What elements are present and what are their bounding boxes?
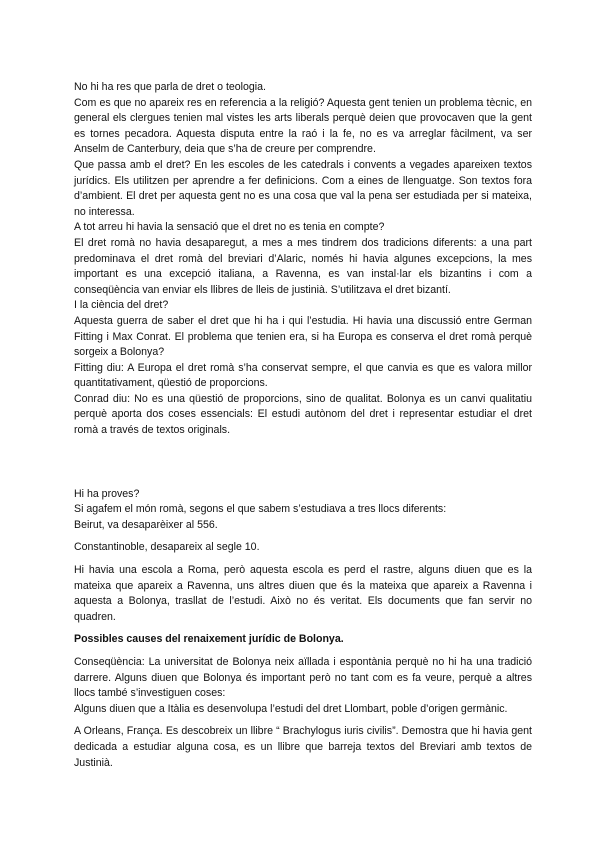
paragraph-consequencia: Conseqüència: La universitat de Bolonya neix aïllada i espontània perquè no hi ha una tradició darrere. Alguns diuen que Bolonya és important però no tant com es fa veure, perquè a altres llocs també s’investiguen coses: — [74, 656, 532, 700]
paragraph-italia: Alguns diuen que a Itàlia es desenvolupa l’estudi del dret Llombart, poble d’origen germànic. — [74, 702, 508, 715]
paragraph-mon-roma: Si agafem el món romà, segons el que sabem s’estudiava a tres llocs diferents: — [74, 503, 447, 516]
paragraph-question-arreu: A tot arreu hi havia la sensació que el dret no es tenia en compte? — [74, 221, 385, 234]
paragraph-question-ciencia: I la ciència del dret? — [74, 299, 169, 312]
paragraph-religion: Com es que no apareix res en referencia a la religió? Aquesta gent tenien un problema tècnic, en general els clergues tenien mal vistes les arts liberals perquè deien que provocaven que la gent es tornes pecadora. Aquesta disputa entre la raó i la fe, no es va arreglar fàcilment, va ser Anselm de Canterbury, deia que s’ha de creure per comprendre. — [74, 96, 532, 156]
document-page — [74, 80, 532, 771]
paragraph-dret-roma: El dret romà no havia desaparegut, a mes a mes tindrem dos tradicions diferents: a una part predominava el dret romà del breviari d’Alaric, només hi havia algunes excepcions, la mes important es una excepció italiana, a Ravenna, es van instal·lar els bizantins i com a conseqüència van enviar els llibres de lleis de justinià. S’utilitzava el dret bizantí. — [74, 236, 532, 296]
paragraph-constantinoble: Constantinoble, desapareix al segle 10. — [74, 541, 260, 554]
paragraph-guerra: Aquesta guerra de saber el dret que hi ha i qui l’estudia. Hi havia una discussió entre German Fitting i Max Conrat. El problema que tenien era, si ha Europa es conserva el dret romà perquè sorgeix a Bolonya? — [74, 314, 532, 359]
paragraph-fitting: Fitting diu: A Europa el dret romà s’ha conservat sempre, el que canvia es que es valora millor quantitativament, qüestió de proporcions. — [74, 361, 532, 390]
paragraph-question-proves: Hi ha proves? — [74, 487, 140, 500]
paragraph-beirut: Beirut, va desaparèixer al 556. — [74, 518, 218, 531]
paragraph-intro: No hi ha res que parla de dret o teologia. — [74, 81, 266, 93]
paragraph-orleans: A Orleans, França. Es descobreix un llibre “ Brachylogus iuris civilis”. Demostra que hi havia gent dedicada a estudiar alguna cosa, es un llibre que barreja textos del Breviari amb textos de Justinià. — [74, 725, 532, 769]
paragraph-conrad: Conrad diu: No es una qüestió de proporcions, sino de qualitat. Bolonya es un canvi qualitatiu perquè aporta dos coses essencials: El estudi autònom del dret i representar estudiar el dret romà a través de textos originals. — [74, 392, 532, 437]
section-heading: Possibles causes del renaixement jurídic de Bolonya. — [74, 633, 344, 646]
paragraph-escola-roma: Hi havia una escola a Roma, però aquesta escola es perd el rastre, alguns diuen que es la mateixa que apareix a Ravenna, uns altres diuen que és la mateixa que apareix a Ravenna i aquesta a Bolonya, trasllat de l’estudi. Això no és veritat. Els documents que fan servir no quadren. — [74, 564, 532, 623]
paragraph-dret: Que passa amb el dret? En les escoles de les catedrals i convents a vegades apareixen textos jurídics. Els utilitzen per aprendre a fer definicions. Com a eines de llenguatge. Son textos fora d’ambient. El dret per aquesta gent no es una cosa que val la pena ser estudiada per si mateixa, no interessa. — [74, 158, 532, 218]
